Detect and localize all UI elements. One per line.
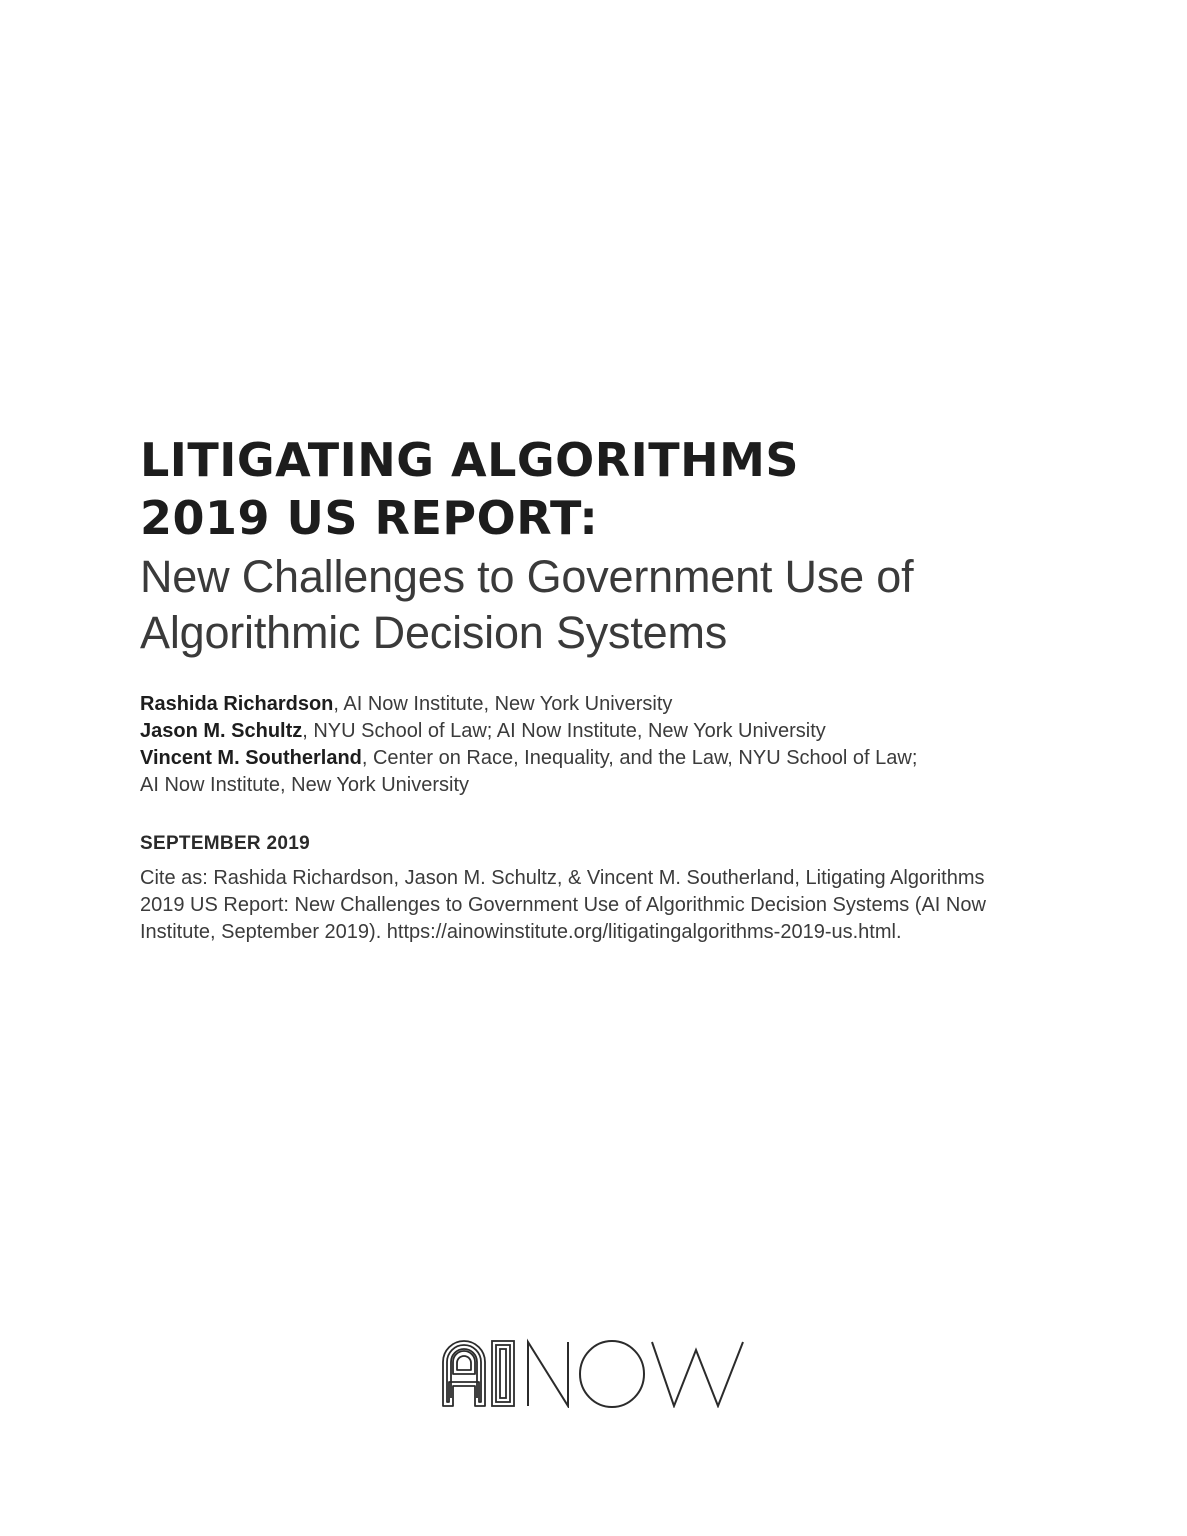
author-entry: [140, 718, 1100, 745]
publication-date: SEPTEMBER 2019: [140, 833, 310, 854]
author-entry: [140, 745, 1100, 772]
author-name: Vincent M. Southerland: [140, 747, 362, 769]
citation-line-2: 2019 US Report: New Challenges to Government Use of Algorithmic Decision Systems (AI Now: [140, 894, 986, 916]
citation-text: [140, 865, 1040, 946]
author-affiliation: , Center on Race, Inequality, and the Law, NYU School of Law;: [361, 747, 918, 769]
author-affiliation-continued: AI Now Institute, New York University: [140, 774, 470, 796]
title-line-1: LITIGATING ALGORITHMS: [140, 433, 800, 487]
author-list: [140, 691, 1100, 799]
citation-line-1: Cite as: Rashida Richardson, Jason M. Schultz, & Vincent M. Southerland, Litigating Algorithms: [140, 867, 985, 889]
author-name: Jason M. Schultz: [140, 720, 303, 742]
cover-content: [140, 432, 1100, 946]
logo-word-now: [528, 1341, 743, 1407]
report-title: [140, 432, 1100, 547]
logo-letter-i: [492, 1341, 514, 1406]
report-subtitle: [140, 549, 1100, 661]
author-affiliation: , NYU School of Law; AI Now Institute, New York University: [302, 720, 826, 742]
subtitle-line-1: New Challenges to Government Use of: [140, 551, 914, 602]
ai-now-logo: [440, 1336, 750, 1408]
logo-letter-a: [443, 1341, 485, 1406]
author-name: Rashida Richardson: [140, 693, 334, 715]
citation-line-3: Institute, September 2019). https://ainowinstitute.org/litigatingalgorithms-2019-us.html.: [140, 921, 902, 943]
author-entry: [140, 691, 1100, 718]
subtitle-line-2: Algorithmic Decision Systems: [140, 607, 728, 658]
title-line-2: 2019 US REPORT:: [140, 490, 599, 545]
author-affiliation: , AI Now Institute, New York University: [333, 693, 673, 715]
